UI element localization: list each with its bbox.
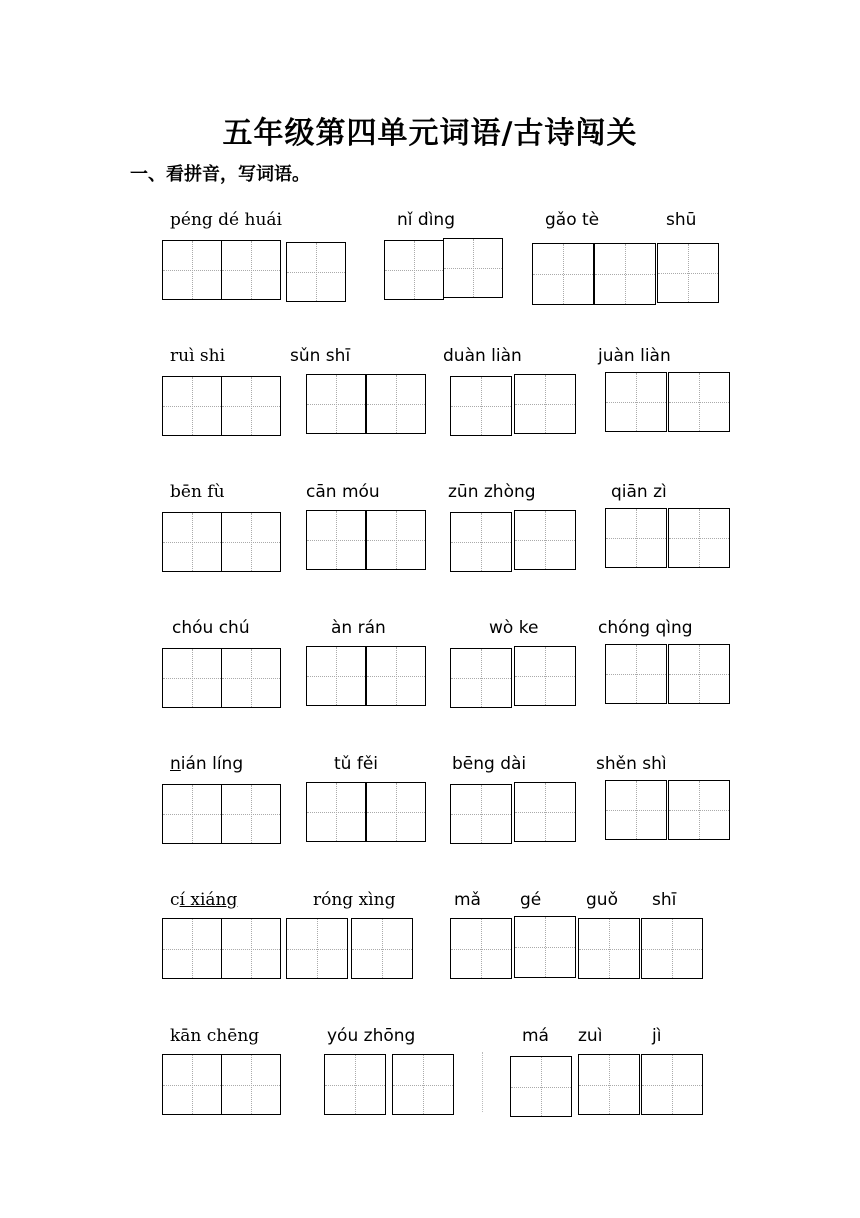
writing-box[interactable] [514, 374, 576, 434]
writing-box[interactable] [306, 646, 366, 706]
writing-box[interactable] [221, 648, 281, 708]
writing-box[interactable] [514, 916, 576, 978]
writing-box[interactable] [392, 1054, 454, 1115]
writing-box[interactable] [668, 372, 730, 432]
pinyin-rest: ián líng [180, 754, 244, 774]
writing-box[interactable] [532, 243, 594, 305]
writing-box[interactable] [162, 648, 222, 708]
pinyin-shi: shī [652, 890, 677, 910]
writing-box[interactable] [221, 918, 281, 979]
pinyin-peng-de-huai: péng dé huái [170, 210, 282, 230]
writing-box[interactable] [514, 782, 576, 842]
writing-box[interactable] [594, 243, 656, 305]
pinyin-rong-xing: róng xìng [313, 890, 396, 910]
pinyin-guo: guǒ [586, 890, 618, 910]
writing-box[interactable] [162, 784, 222, 844]
pinyin-chong-qing: chóng qìng [598, 618, 693, 638]
writing-box[interactable] [514, 510, 576, 570]
writing-box[interactable] [605, 508, 667, 568]
writing-box[interactable] [450, 376, 512, 436]
pinyin-zui: zuì [578, 1026, 603, 1046]
pinyin-nian-ling [170, 754, 243, 774]
pinyin-can-mou: cān móu [306, 482, 380, 502]
pinyin-ji: jì [652, 1026, 662, 1046]
writing-box[interactable] [641, 918, 703, 979]
writing-box[interactable] [450, 648, 512, 708]
page-title: 五年级第四单元词语/古诗闯关 [222, 116, 638, 151]
writing-box[interactable] [221, 376, 281, 436]
writing-box[interactable] [450, 512, 512, 572]
writing-box[interactable] [162, 1054, 222, 1115]
pinyin-ma: mǎ [454, 890, 481, 910]
pinyin-ma-2: má [522, 1026, 549, 1046]
pinyin-initial: c [170, 890, 180, 910]
writing-box[interactable] [306, 782, 366, 842]
writing-box[interactable] [221, 512, 281, 572]
writing-box[interactable] [668, 644, 730, 704]
writing-box[interactable] [366, 782, 426, 842]
writing-box[interactable] [657, 243, 719, 303]
writing-box[interactable] [306, 510, 366, 570]
writing-box[interactable] [286, 918, 348, 979]
writing-box[interactable] [306, 374, 366, 434]
pinyin-chou-chu: chóu chú [172, 618, 250, 638]
writing-box[interactable] [366, 510, 426, 570]
writing-box[interactable] [221, 1054, 281, 1115]
writing-box[interactable] [450, 784, 512, 844]
pinyin-shu: shū [666, 210, 697, 230]
writing-box[interactable] [578, 918, 640, 979]
pinyin-shen-shi: shěn shì [596, 754, 667, 774]
pinyin-gao-te: gǎo tè [545, 210, 600, 230]
writing-box[interactable] [668, 780, 730, 840]
writing-box[interactable] [162, 376, 222, 436]
pinyin-kan-cheng: kān chēng [170, 1026, 260, 1046]
writing-box[interactable] [221, 784, 281, 844]
writing-box[interactable] [324, 1054, 386, 1115]
writing-box[interactable] [366, 646, 426, 706]
writing-box[interactable] [366, 374, 426, 434]
pinyin-tu-fei: tǔ fěi [334, 754, 379, 774]
pinyin-rui-shi: ruì shi [170, 346, 226, 366]
writing-box[interactable] [443, 238, 503, 298]
pinyin-ge: gé [520, 890, 542, 910]
writing-box[interactable] [384, 240, 444, 300]
pinyin-qian-zi: qiān zì [611, 482, 667, 502]
pinyin-wo-ke: wò ke [489, 618, 539, 638]
writing-box[interactable] [162, 512, 222, 572]
section-heading: 一、看拼音，写词语。 [130, 164, 310, 185]
writing-box[interactable] [450, 918, 512, 979]
pinyin-ci-xiang [170, 890, 237, 910]
writing-box[interactable] [605, 372, 667, 432]
writing-box[interactable] [286, 242, 346, 302]
pinyin-juan-lian: juàn liàn [598, 346, 671, 366]
pinyin-underlined: í xiáng [179, 890, 238, 910]
pinyin-sun-shi: sǔn shī [290, 346, 351, 366]
writing-box[interactable] [641, 1054, 703, 1115]
writing-box[interactable] [162, 918, 222, 979]
pinyin-zun-zhong: zūn zhòng [448, 482, 536, 502]
pinyin-you-zhong: yóu zhōng [327, 1026, 416, 1046]
writing-box[interactable] [605, 644, 667, 704]
dotted-divider [482, 1052, 483, 1112]
pinyin-beng-dai: bēng dài [452, 754, 527, 774]
pinyin-ben-fu: bēn fù [170, 482, 225, 502]
writing-box[interactable] [514, 646, 576, 706]
writing-box[interactable] [605, 780, 667, 840]
writing-box[interactable] [351, 918, 413, 979]
writing-box[interactable] [578, 1054, 640, 1115]
pinyin-ni-ding: nǐ dìng [397, 210, 455, 230]
writing-box[interactable] [221, 240, 281, 300]
pinyin-an-ran: àn rán [331, 618, 386, 638]
writing-box[interactable] [668, 508, 730, 568]
writing-box[interactable] [162, 240, 222, 300]
pinyin-underlined-initial: n [170, 754, 181, 774]
writing-box[interactable] [510, 1056, 572, 1117]
pinyin-duan-lian: duàn liàn [443, 346, 522, 366]
